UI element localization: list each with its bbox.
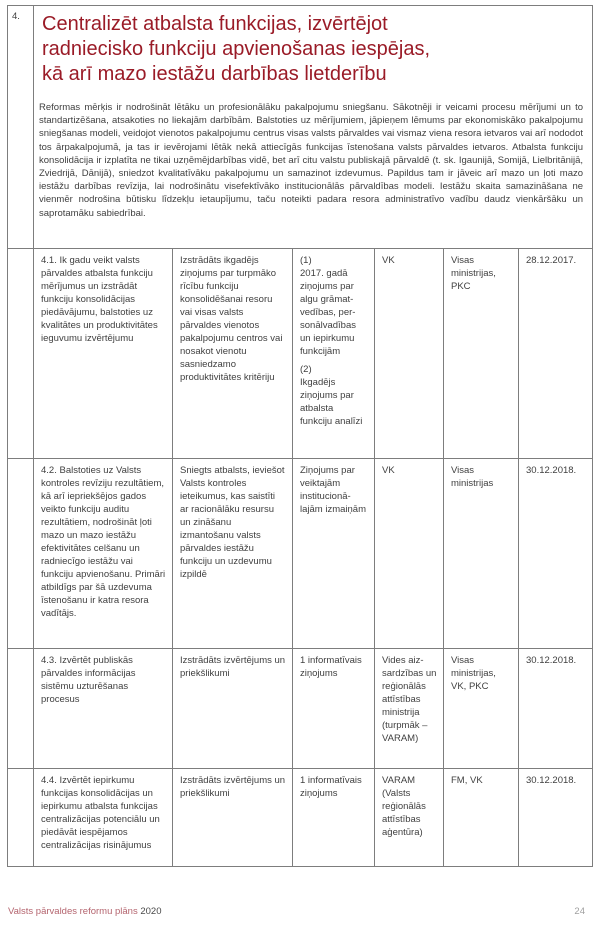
responsible-cell: VARAM (Valsts reģionālās attīstības aģentūra) (375, 769, 444, 867)
result-cell: Izstrādāts izvērtējums un priekšlikumi (173, 769, 293, 867)
indicator-cell: 1 informatīvais ziņojums (293, 649, 375, 769)
result-cell: Sniegts atbalsts, ieviešot Valsts kontroles ieteikumus, kas saistīti ar racionālāku resursu un zināšanu izmantošanu valsts pārvaldes iestāžu funkciju un uzdevumu izpildē (173, 459, 293, 649)
page-number: 24 (574, 906, 585, 917)
responsible-cell: VK (375, 249, 444, 459)
indicator-item-text: 2017. gadā ziņojums par algu grāmatvedības, personālvadības un iepirkumu funkcijām (300, 268, 356, 357)
table-row (8, 649, 593, 769)
involved-cell: Visas ministrijas, VK, PKC (444, 649, 519, 769)
footer-doc-title: Valsts pārvaldes reformu plāns (8, 906, 138, 917)
table-row (8, 769, 593, 867)
task-cell: 4.1. Ik gadu veikt valsts pārvaldes atbalsta funkciju mērījumus un izstrādāt funkciju konsolidācijas piedāvājumu, balstoties uz kvalitātes un produktivitātes ieguvumu izvērtējumu (34, 249, 173, 459)
page-footer (8, 906, 585, 918)
section-title-line: radniecisko funkciju apvienošanas iespējas, (42, 38, 431, 60)
involved-cell: Visas ministrijas, PKC (444, 249, 519, 459)
result-cell: Izstrādāts izvērtējums un priekšlikumi (173, 649, 293, 769)
indicator-item-label: (2) (300, 364, 312, 375)
indicator-cell: Ziņojums par veiktajām institucionālajām izmaiņām (293, 459, 375, 649)
section-number: 4. (8, 6, 34, 249)
section-header-cell (34, 6, 593, 249)
task-cell: 4.2. Balstoties uz Valsts kontroles revīziju rezultātiem, kā arī iepriekšējos gados veikto funkciju auditu rezultātiem, nodrošināt ļoti mazo un mazo iestāžu efektivitātes celšanu un radniecīgo iestāžu vai funkciju apvienošanu. Primāri atbildīgs par šā uzdevuma īstenošanu ir katra resora vadītājs. (34, 459, 173, 649)
section-title-line: kā arī mazo iestāžu darbības lietderību (42, 63, 387, 85)
section-header-row (8, 6, 593, 249)
table-row (8, 249, 593, 459)
reform-plan-table (7, 5, 593, 867)
responsible-cell: VK (375, 459, 444, 649)
section-title-line: Centralizēt atbalsta funkcijas, izvērtējot (42, 13, 388, 35)
table-row (8, 459, 593, 649)
responsible-cell: Vides aizsardzības un reģionālās attīstības ministrija (turpmāk – VARAM) (375, 649, 444, 769)
indicator-item-label: (1) (300, 255, 312, 266)
task-cell: 4.3. Izvērtēt publiskās pārvaldes informācijas sistēmu uzturēšanas procesus (34, 649, 173, 769)
deadline-cell: 30.12.2018. (519, 769, 593, 867)
indicator-cell: 1 informatīvais ziņojums (293, 769, 375, 867)
deadline-cell: 30.12.2018. (519, 649, 593, 769)
involved-cell: FM, VK (444, 769, 519, 867)
row-margin-cell (8, 249, 34, 459)
row-margin-cell (8, 459, 34, 649)
indicator-cell (293, 249, 375, 459)
row-margin-cell (8, 769, 34, 867)
involved-cell: Visas ministrijas (444, 459, 519, 649)
section-title (39, 12, 583, 87)
deadline-cell: 30.12.2018. (519, 459, 593, 649)
section-intro: Reformas mērķis ir nodrošināt lētāku un profesionālāku pakalpojumu sniegšanu. Sākotnēji ir veicami procesu mērījumi un to standartizēšana, atsakoties no liekajām darbībām. Balstoties uz mērījumiem, jāpieņem lēmums par ekonomiskāko pakalpojumu sniegšanas modeli, veidojot vienotos pakalpojumu centrus visas valsts pārvaldes vai vismaz viena resora ietvaros vai arī nododot tos ārpakalpojumā, ja tas ir ievērojami lētāk nekā attiecīgās funkcijas īstenošana valsts pārvaldes ietvaros. Atbalsta funkciju konsolidācija ir izplatīta ne tikai uzņēmējdarbības vidē, bet arī citu valstu publiskajā pārvaldē (t. sk. Igaunijā, Somijā, Lielbritānijā, Zviedrijā, Dānijā), sniedzot kvalitatīvāku pakalpojumu un samazinot izdevumus. Papildus tam ir jāveic arī mazo un ļoti mazo iestāžu darbības revīzija, lai nodrošinātu visefektīvāko institucionālās pārvaldības modeli. Iestāžu skaita samazināšana ne vienmēr nodrošina būtisku līdzekļu ietaupījumu, taču noteikti padara resora administratīvo vadību daudz vienkāršāku un saprotamāku sabiedrībai. (39, 102, 584, 219)
footer-doc-year: 2020 (140, 906, 162, 917)
result-cell: Izstrādāts ikgadējs ziņojums par turpmāko rīcību funkciju konsolidēšanai resoru vai visas valsts pārvaldes vienotos pakalpojumu centros vai nosakot vienotu sasniedzamo produktivitātes kritēriju (173, 249, 293, 459)
deadline-cell: 28.12.2017. (519, 249, 593, 459)
row-margin-cell (8, 649, 34, 769)
indicator-item-text: Ikgadējs ziņojums par atbalsta funkciju analīzi (300, 377, 363, 427)
task-cell: 4.4. Izvērtēt iepirkumu funkcijas konsolidācijas un iepirkumu atbalsta funkcijas centralizācijas potenciālu un piedāvāt iespējamos centralizācijas risinājumus (34, 769, 173, 867)
